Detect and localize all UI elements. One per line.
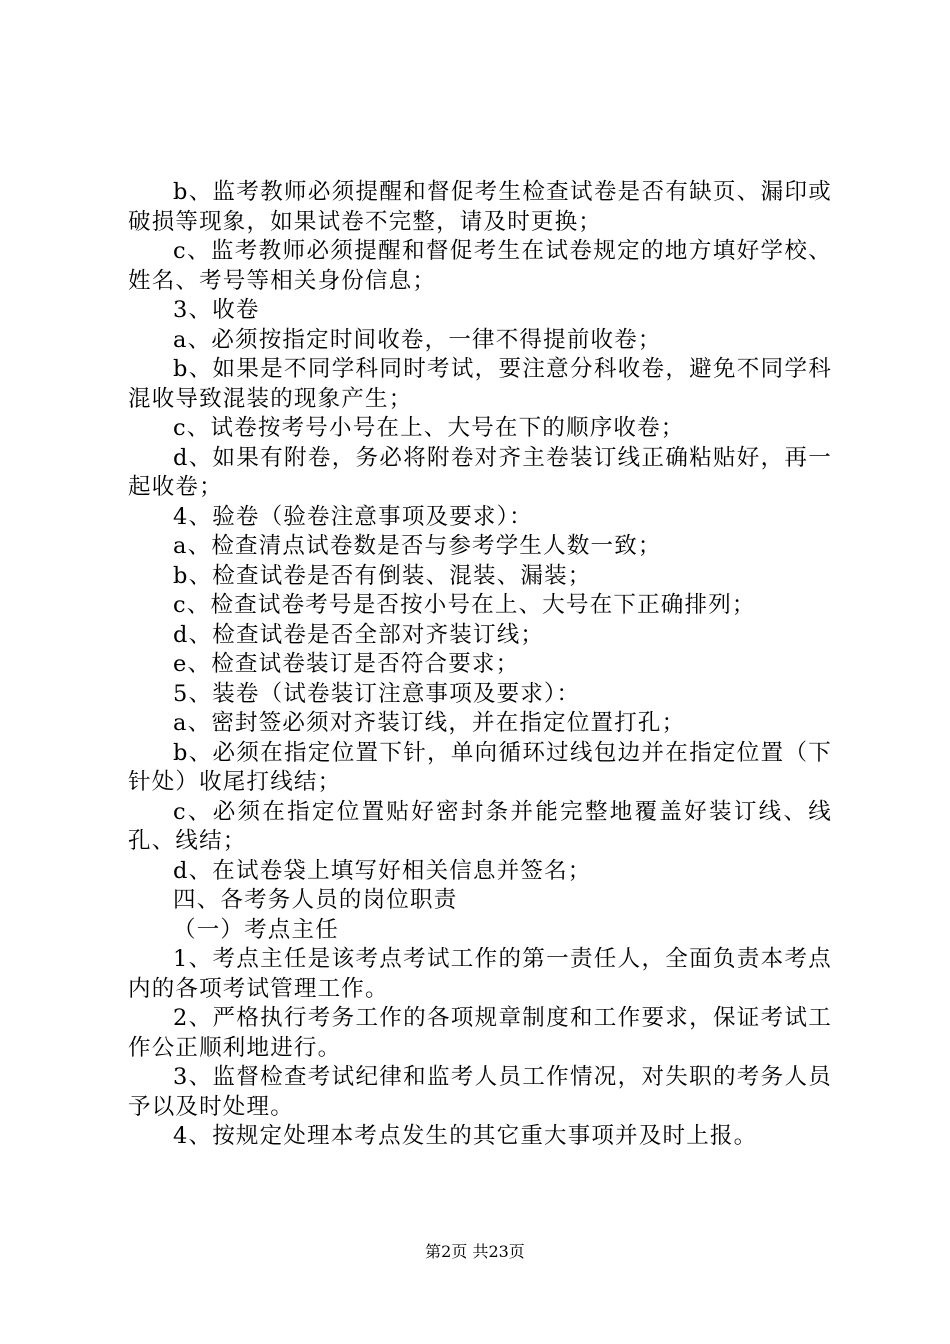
paragraph-a-count-papers: a、检查清点试卷数是否与参考学生人数一致； bbox=[173, 533, 662, 559]
paragraph-b-stitching: b、必须在指定位置下针，单向循环过线包边并在指定位置（下针处）收尾打线结； bbox=[128, 739, 832, 795]
paragraph-c-collect-order: c、试卷按考号小号在上、大号在下的顺序收卷； bbox=[173, 415, 685, 441]
paragraph-a-seal-label: a、密封签必须对齐装订线，并在指定位置打孔； bbox=[173, 710, 686, 736]
paragraph-3-supervise-discipline: 3、监督检查考试纪律和监考人员工作情况，对失职的考务人员予以及时处理。 bbox=[128, 1064, 832, 1120]
paragraph-c-check-order: c、检查试卷考号是否按小号在上、大号在下正确排列； bbox=[173, 592, 756, 618]
section-heading-collect-papers: 3、收卷 bbox=[173, 297, 260, 323]
paragraph-b-check-misplacement: b、检查试卷是否有倒装、混装、漏装； bbox=[173, 562, 592, 589]
paragraph-a-collect-on-time: a、必须按指定时间收卷，一律不得提前收卷； bbox=[173, 326, 662, 353]
paragraph-d-check-alignment: d、检查试卷是否全部对齐装订线； bbox=[173, 621, 545, 648]
section-heading-verify-papers: 4、验卷（验卷注意事项及要求）： bbox=[173, 503, 533, 530]
section-heading-bind-papers: 5、装卷（试卷装订注意事项及要求）： bbox=[173, 680, 581, 707]
sub-heading-site-director: （一）考点主任 bbox=[173, 916, 339, 943]
paragraph-2-enforce-rules: 2、严格执行考务工作的各项规章制度和工作要求，保证考试工作公正顺利地进行。 bbox=[128, 1005, 832, 1061]
paragraph-d-attach-appendix: d、如果有附卷，务必将附卷对齐主卷装订线正确粘贴好，再一起收卷； bbox=[128, 444, 832, 500]
paragraph-b-collect-by-subject: b、如果是不同学科同时考试，要注意分科收卷，避免不同学科混收导致混装的现象产生； bbox=[128, 356, 832, 412]
page-number-label: 第2页 共23页 bbox=[425, 1242, 525, 1261]
paragraph-1-director-responsibility: 1、考点主任是该考点考试工作的第一责任人，全面负责本考点内的各项考试管理工作。 bbox=[128, 946, 832, 1002]
paragraph-c-seal-strip: c、必须在指定位置贴好密封条并能完整地覆盖好装订线、线孔、线结； bbox=[128, 798, 832, 854]
section-heading-staff-duties: 四、各考务人员的岗位职责 bbox=[173, 887, 458, 913]
paragraph-e-check-binding: e、检查试卷装订是否符合要求； bbox=[173, 651, 520, 677]
paragraph-4-report-incidents: 4、按规定处理本考点发生的其它重大事项并及时上报。 bbox=[173, 1123, 758, 1149]
document-body bbox=[128, 178, 832, 1152]
page-footer bbox=[0, 1242, 950, 1262]
paragraph-c-fill-identity-info: c、监考教师必须提醒和督促考生在试卷规定的地方填好学校、姓名、考号等相关身份信息； bbox=[128, 238, 832, 294]
paragraph-b-check-missing-pages: b、监考教师必须提醒和督促考生检查试卷是否有缺页、漏印或破损等现象，如果试卷不完整，请及时更换； bbox=[128, 179, 832, 235]
paragraph-d-fill-envelope: d、在试卷袋上填写好相关信息并签名； bbox=[173, 857, 592, 884]
